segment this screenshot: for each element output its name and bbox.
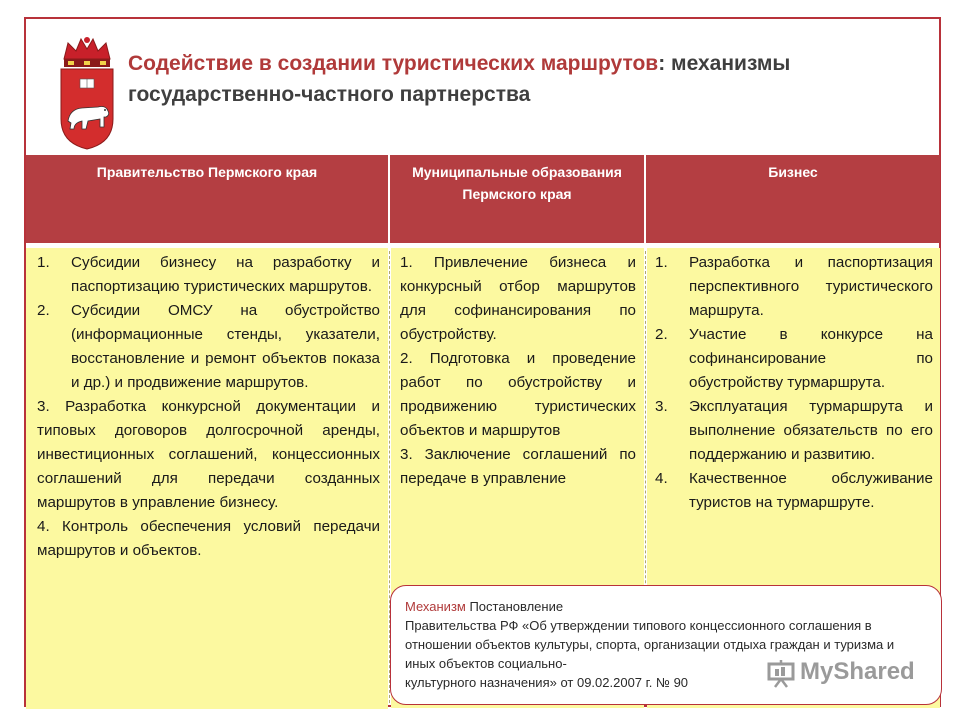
list-item: 3. Разработка конкурсной документации и типовых договоров долгосрочной аренды, инвестиционных соглашений, концессионных соглашений для передачи созданных маршрутов в управление бизнесу. bbox=[37, 398, 380, 511]
item-text: Субсидии ОМСУ на обустройство (информационные стенды, указатели, восстановление и ремонт объектов показа и др.) и продвижение маршрутов. bbox=[71, 302, 380, 391]
title-rest: : механизмы государственно-частного партнерства bbox=[128, 52, 791, 106]
list-item bbox=[37, 299, 380, 395]
item-text: Качественное обслуживание туристов на турмаршруте. bbox=[689, 470, 933, 511]
list-item: 1. Привлечение бизнеса и конкурсный отбор маршрутов для софинансирования по обустройству. bbox=[400, 254, 636, 343]
list-item bbox=[655, 467, 933, 515]
header-municipalities: Муниципальные образования Пермского края bbox=[390, 155, 644, 243]
item-text: Разработка и паспортизация перспективного туристического маршрута. bbox=[689, 254, 933, 319]
list-item bbox=[37, 251, 380, 299]
list-item bbox=[655, 395, 933, 467]
note-text-3: культурного назначения» от 09.02.2007 г. № 90 bbox=[405, 675, 689, 690]
item-number: 3. bbox=[655, 398, 668, 415]
note-text-2: Правительства РФ «Об утверждении типового концессионного соглашения в отношении объектов культуры, спорта, организации отдыха граждан и туризма и иных объектов социально- bbox=[405, 618, 895, 671]
item-text: Субсидии бизнесу на разработку и паспортизацию туристических маршрутов. bbox=[71, 254, 380, 295]
item-text: Участие в конкурсе на софинансирование по обустройству турмаршрута. bbox=[689, 326, 933, 391]
list-item: 2. Подготовка и проведение работ по обустройству и продвижению туристических объектов и маршрутов bbox=[400, 350, 636, 439]
item-number: 2. bbox=[655, 326, 668, 343]
item-number: 1. bbox=[655, 254, 668, 271]
note-label: Механизм bbox=[405, 599, 466, 614]
column-government bbox=[26, 248, 388, 709]
list-item: 4. Контроль обеспечения условий передачи маршрутов и объектов. bbox=[37, 518, 380, 559]
header-business: Бизнес bbox=[646, 155, 940, 243]
list-item bbox=[655, 323, 933, 395]
item-number: 1. bbox=[37, 254, 50, 271]
item-text: Эксплуатация турмаршрута и выполнение обязательств по его поддержанию и развитию. bbox=[689, 398, 933, 463]
note-line-1 bbox=[405, 597, 927, 616]
title-highlight: Содействие в создании туристических маршрутов bbox=[128, 52, 659, 75]
presentation-board-icon bbox=[766, 658, 796, 688]
list-item: 3. Заключение соглашений по передаче в управление bbox=[400, 446, 636, 487]
coat-of-arms-icon bbox=[58, 35, 116, 150]
note-text-1: Постановление bbox=[465, 599, 564, 614]
list-item bbox=[655, 251, 933, 323]
watermark bbox=[766, 655, 915, 689]
watermark-text: MyShared bbox=[800, 658, 915, 685]
item-number: 2. bbox=[37, 302, 50, 319]
item-number: 4. bbox=[655, 470, 668, 487]
header-government: Правительство Пермского края bbox=[26, 155, 388, 243]
page-title bbox=[128, 48, 928, 110]
